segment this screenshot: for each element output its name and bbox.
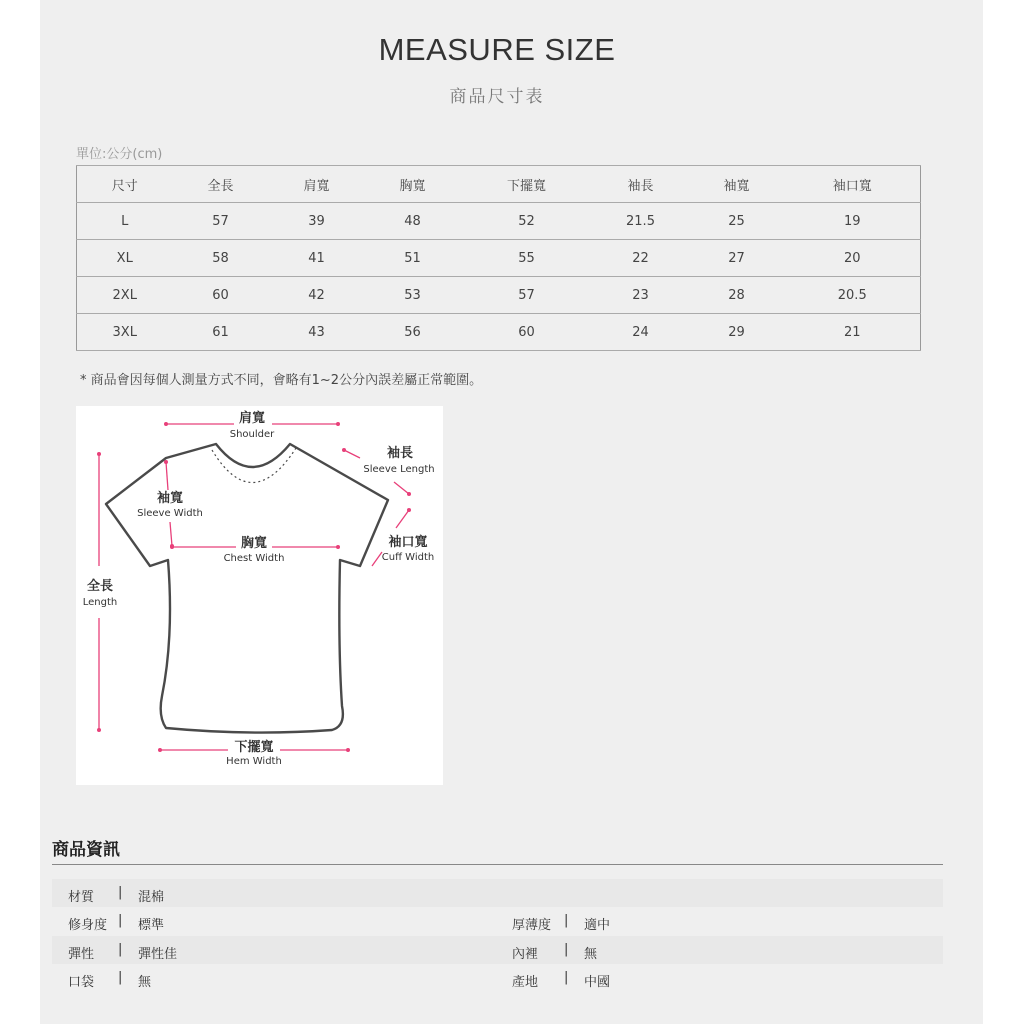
table-cell: 52: [461, 203, 593, 240]
table-cell: 29: [689, 314, 785, 351]
info-label: 彈性: [68, 947, 95, 962]
info-separator: |: [118, 970, 123, 985]
table-cell: L: [77, 203, 173, 240]
sleeve-width-label-en: Sleeve Width: [137, 508, 203, 519]
hem-label-zh: 下擺寬: [234, 740, 274, 755]
shoulder-label-zh: 肩寬: [238, 411, 266, 426]
info-value: 無: [584, 947, 598, 962]
table-cell: 57: [173, 203, 269, 240]
sleeve-width-label-zh: 袖寬: [156, 491, 184, 506]
arrow-end-dot: [342, 448, 346, 452]
table-row: [77, 277, 921, 314]
product-info-divider: [52, 864, 943, 865]
info-separator: |: [118, 885, 123, 900]
info-value: 混棉: [138, 890, 165, 905]
table-cell: 2XL: [77, 277, 173, 314]
header-sleeve-width: 袖寬: [689, 166, 785, 203]
info-value: 適中: [584, 918, 611, 933]
table-cell: 27: [689, 240, 785, 277]
table-header-row: [77, 166, 921, 203]
info-separator: |: [564, 942, 569, 957]
info-row: [52, 907, 943, 935]
arrow-end-dot: [164, 460, 168, 464]
info-separator: |: [564, 913, 569, 928]
table-cell: 22: [593, 240, 689, 277]
arrow-end-dot: [158, 748, 162, 752]
info-row: [52, 936, 943, 964]
table-row: [77, 240, 921, 277]
arrow-end-dot: [164, 422, 168, 426]
info-separator: |: [118, 942, 123, 957]
arrow-end-dot: [407, 492, 411, 496]
table-cell: 56: [365, 314, 461, 351]
table-cell: 20: [785, 240, 921, 277]
chest-label-zh: 胸寬: [240, 536, 268, 551]
cuff-width-label-en: Cuff Width: [381, 552, 435, 563]
sleeve-width-arrow: [166, 462, 168, 490]
header-sleeve-length: 袖長: [593, 166, 689, 203]
table-cell: 41: [269, 240, 365, 277]
header-hem: 下擺寬: [461, 166, 593, 203]
table-cell: 28: [689, 277, 785, 314]
table-cell: 21: [785, 314, 921, 351]
table-cell: 21.5: [593, 203, 689, 240]
table-cell: 25: [689, 203, 785, 240]
table-cell: 20.5: [785, 277, 921, 314]
table-cell: 55: [461, 240, 593, 277]
table-cell: 39: [269, 203, 365, 240]
info-separator: |: [564, 970, 569, 985]
info-row: [52, 879, 943, 907]
table-cell: 42: [269, 277, 365, 314]
table-cell: 58: [173, 240, 269, 277]
tshirt-outline: [106, 444, 388, 733]
sleeve-length-label-zh: 袖長: [386, 446, 414, 461]
header-shoulder: 肩寬: [269, 166, 365, 203]
table-cell: 3XL: [77, 314, 173, 351]
arrow-end-dot: [346, 748, 350, 752]
info-label: 厚薄度: [512, 918, 552, 933]
header-chest: 胸寬: [365, 166, 461, 203]
info-label: 產地: [512, 975, 539, 990]
table-cell: 19: [785, 203, 921, 240]
sleeve-width-arrow: [170, 522, 172, 546]
table-cell: 51: [365, 240, 461, 277]
table-cell: 61: [173, 314, 269, 351]
arrow-end-dot: [407, 508, 411, 512]
arrow-end-dot: [97, 728, 101, 732]
chest-label-en: Chest Width: [223, 553, 285, 564]
page-subtitle: 商品尺寸表: [449, 87, 545, 107]
page-title: MEASURE SIZE: [378, 32, 616, 67]
arrow-end-dot: [336, 545, 340, 549]
arrow-end-dot: [336, 422, 340, 426]
header-cuff-width: 袖口寬: [785, 166, 921, 203]
info-value: 無: [138, 975, 152, 990]
table-cell: 60: [173, 277, 269, 314]
info-label: 材質: [68, 890, 95, 905]
measurement-note: * 商品會因每個人測量方式不同，會略有1~2公分內誤差屬正常範圍。: [80, 373, 483, 388]
sleeve-length-arrow: [344, 450, 360, 458]
cuff-width-arrow: [396, 510, 409, 528]
sleeve-length-label-en: Sleeve Length: [363, 464, 435, 475]
unit-label: 單位:公分(cm): [76, 147, 163, 162]
length-label-zh: 全長: [86, 579, 114, 594]
info-separator: |: [118, 913, 123, 928]
info-label: 修身度: [68, 918, 108, 933]
info-row: [52, 964, 943, 992]
content-panel: [40, 0, 983, 1024]
table-cell: 60: [461, 314, 593, 351]
table-row: [77, 203, 921, 240]
shoulder-label-en: Shoulder: [229, 429, 275, 440]
sleeve-length-arrow: [394, 482, 409, 494]
info-value: 彈性佳: [138, 947, 178, 962]
tshirt-diagram-svg: [76, 406, 443, 785]
table-cell: 24: [593, 314, 689, 351]
length-label-en: Length: [82, 597, 118, 608]
table-cell: 23: [593, 277, 689, 314]
cuff-width-label-zh: 袖口寬: [388, 535, 428, 550]
tshirt-measurement-diagram: [76, 406, 443, 785]
size-table: [76, 165, 921, 351]
header-length: 全長: [173, 166, 269, 203]
header-size: 尺寸: [77, 166, 173, 203]
product-info-title: 商品資訊: [52, 840, 120, 860]
hem-label-en: Hem Width: [226, 756, 282, 767]
table-cell: XL: [77, 240, 173, 277]
arrow-end-dot: [97, 452, 101, 456]
table-cell: 43: [269, 314, 365, 351]
info-value: 標準: [138, 918, 165, 933]
info-label: 內裡: [512, 947, 539, 962]
table-cell: 53: [365, 277, 461, 314]
table-row: [77, 314, 921, 351]
table-cell: 57: [461, 277, 593, 314]
table-cell: 48: [365, 203, 461, 240]
info-label: 口袋: [68, 975, 95, 990]
arrow-end-dot: [170, 545, 174, 549]
info-value: 中國: [584, 975, 611, 990]
cuff-width-arrow: [372, 552, 382, 566]
